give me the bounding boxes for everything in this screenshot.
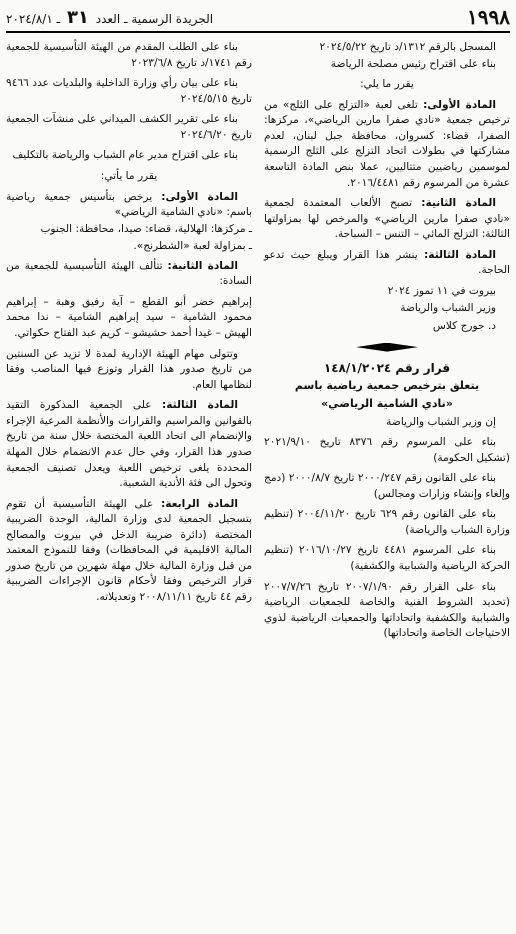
article-paragraph	[6, 497, 252, 606]
recital: بناء على تقرير الكشف الميداني على منشآت الجمعية تاريخ ٢٠٢٤/٦/٢٠	[6, 113, 252, 141]
recital: بناء على المرسوم رقم ٨٣٧٦ تاريخ ٢٠٢١/٩/١٠ (تشكيل الحكومة)	[264, 436, 510, 464]
article-label: المادة الرابعة:	[161, 497, 238, 510]
minister-line: إن وزير الشباب والرياضة	[386, 415, 496, 428]
article-label: المادة الثالثة:	[424, 248, 496, 261]
decides-heading: يقرر ما يلي:	[360, 78, 414, 91]
article-label: المادة الثالثة:	[162, 399, 238, 412]
section-divider	[356, 343, 418, 352]
right-column	[264, 40, 510, 647]
article-label: المادة الأولى:	[161, 190, 238, 203]
article-text: تصبح الألعاب المعتمدة لجمعية «نادي صفرا مارين الرياضي» والمرخص لها بمزاولتها الثالثة: التزلج المائي – التنس – السباحة.	[264, 197, 510, 241]
article-text: على الجمعية المذكورة التقيد بالقوانين والمراسيم والقرارات والأنظمة المرعية الإجراء والإنضمام الى اتحاد اللعبة المختصة خلال سنة من تاريخ صدور هذا القرار، وفي حال عدم الانضمام خلال المهلة المحددة يلغى ترخيص اللعبة ويعدل تصنيف الجمعية وتحول الى فئة الأندية الشعبية.	[6, 399, 252, 490]
article-paragraph	[264, 196, 510, 243]
signature-title: وزير الشباب والرياضة	[400, 302, 496, 315]
article-label: المادة الثانية:	[421, 197, 496, 210]
article-paragraph	[264, 248, 510, 279]
article-paragraph	[6, 259, 252, 290]
issue-number: ٣١	[66, 6, 89, 28]
founding-members: إبراهيم خضر أبو القطع – آية رفيق وهبة – إبراهيم محمود الشامية – سيد إبراهيم الشامية – ندا محمد الهيش – غيدا أحمد حشيشو – كريم عبد الفتاح حكواتي.	[6, 295, 252, 339]
text-columns	[6, 40, 510, 647]
article-paragraph	[264, 98, 510, 191]
header-rule	[6, 31, 510, 33]
article-paragraph	[6, 190, 252, 221]
page-number: ١٩٩٨	[467, 5, 510, 30]
article-text: ينشر هذا القرار ويبلغ حيث تدعو الحاجة.	[264, 248, 510, 277]
article-paragraph	[6, 398, 252, 491]
decision-club-name: «نادي الشامية الرياضي»	[321, 397, 453, 411]
decides-heading: يقرر ما يأتي:	[100, 169, 158, 182]
recital: بناء على القانون رقم ٦٢٩ تاريخ ٢٠٠٤/١١/٢٠ (تنظيم وزارة الشباب والرياضة)	[264, 508, 510, 536]
decision-title: قرار رقم ١٤٨/١/٢٠٢٤	[323, 360, 451, 375]
article-label: المادة الثانية:	[167, 259, 238, 272]
continuation-line: بناء على اقتراح رئيس مصلحة الرياضة	[330, 57, 496, 70]
signature-place-date: بيروت في ١١ تموز ٢٠٢٤	[387, 284, 496, 297]
recital: بناء على بيان رأي وزارة الداخلية والبلديات عدد ٩٤٦٦ تاريخ ٢٠٢٤/٥/١٥	[6, 77, 252, 105]
continuation-line: المسجل بالرقم ١٣١٢/د تاريخ ٢٠٢٤/٥/٢٢	[319, 41, 496, 53]
article-label: المادة الأولى:	[423, 98, 496, 111]
decision-subtitle: يتعلق بترخيص جمعية رياضية باسم	[294, 379, 480, 393]
article-text: يرخص بتأسيس جمعية رياضية باسم: «نادي الشامية الرياضي»	[6, 190, 252, 219]
article-text: تلغى لعبة «التزلج على الثلج» من ترخيص جمعية «نادي صفرا مارين الرياضي»، مركزها: الصفرا، قضاء: كسروان، محافظة جبل لبنان، لعدم مشاركتها في بطولات اتحاد التزلج على الثلج الرسمية لموسمين رياضيين متتاليين، عملا بنص المادة التاسعة عشرة من المرسوم رقم ٢٠١٦/٤٤٨١.	[264, 98, 510, 189]
recital: بناء على القانون رقم ٢٠٠٠/٢٤٧ تاريخ ٢٠٠٠/٨/٧ (دمج وإلغاء وإنشاء وزارات ومجالس)	[264, 472, 510, 500]
recital: بناء على المرسوم ٤٤٨١ تاريخ ٢٠١٦/١٠/٢٧ (تنظيم الحركة الرياضية والشبابية والكشفية)	[264, 544, 510, 572]
article-bullet: ـ مركزها: الهلالية، قضاء: صيدا، محافظة: الجنوب	[40, 222, 252, 235]
recital: بناء على الطلب المقدم من الهيئة التأسيسية للجمعية رقم ١٧٤١/د تاريخ ٢٠٢٣/٦/٨	[6, 41, 252, 69]
article-bullet: ـ بمزاولة لعبة «الشطرنج».	[133, 240, 252, 253]
board-duty: وتتولى مهام الهيئة الإدارية لمدة لا تزيد عن السنتين من تاريخ صدور هذا القرار وتوزع فيها المناصب وفقا لنظامها العام.	[6, 347, 252, 391]
issue-date: ـ ٢٠٢٤/٨/١	[6, 11, 61, 26]
article-text: على الهيئة التأسيسية أن تقوم بتسجيل الجمعية لدى وزارة المالية، الوحدة الضريبية المختصة (دائرة ضريبة الدخل في بيروت والمصالح المالية الاقليمية في المحافظات) وفقا للنموذج المعتمد من قبل وزارة المالية خلال مهلة شهرين من تاريخ صدور قرار الترخيص وفقا لأحكام قانون الإجراءات الضريبية رقم ٤٤ تاريخ ٢٠٠٨/١١/١١ وتعديلاته.	[6, 497, 252, 603]
recital: بناء على اقتراح مدير عام الشباب والرياضة بالتكليف	[12, 149, 238, 162]
recital: بناء على القرار رقم ٢٠٠٧/١/٩٠ تاريخ ٢٠٠٧/٧/٢٦ (تحديد الشروط الفنية والخاصة للجمعيات الرياضية والشبابية والكشفية واتحاداتها والجمعيات الرياضية لذوي الاحتياجات الخاصة واتحاداتها)	[264, 580, 510, 640]
signature-name: د. جورج كلاس	[432, 320, 496, 332]
page-header	[6, 6, 510, 30]
left-column	[6, 40, 252, 647]
journal-heading	[6, 5, 213, 31]
journal-title: الجريدة الرسمية ـ العدد	[95, 11, 214, 26]
article-text: تتألف الهيئة التأسيسية للجمعية من السادة:	[6, 259, 252, 288]
